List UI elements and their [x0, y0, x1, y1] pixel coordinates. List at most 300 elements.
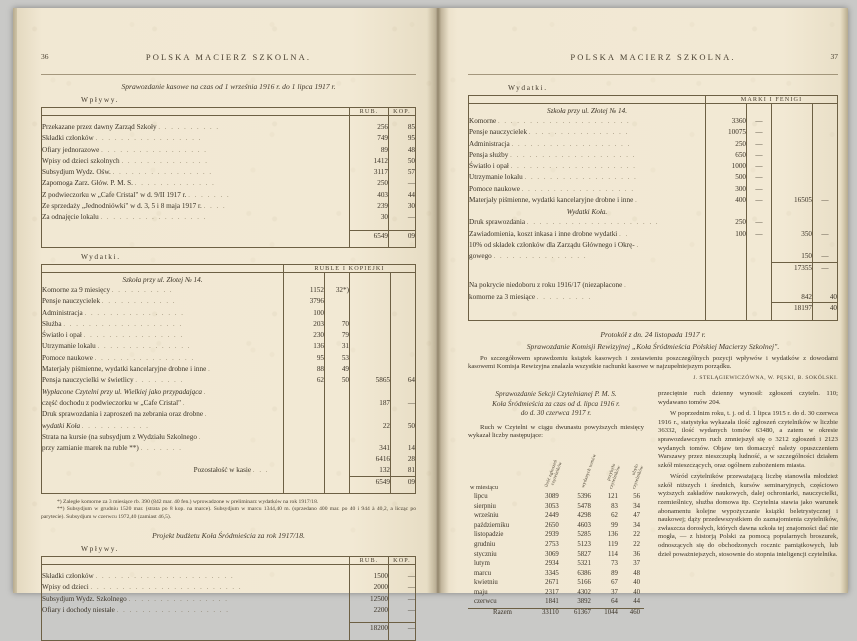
narrative-text: [658, 390, 838, 559]
expense-total-d: 09: [391, 476, 416, 487]
page-36: [41, 8, 416, 641]
book-right-edge: [840, 8, 848, 593]
row-d: [813, 150, 838, 161]
table-row: [42, 353, 416, 364]
stats-total-v4: 460: [622, 608, 644, 618]
stats-v4: 37: [633, 560, 640, 568]
stats-v3: 99: [611, 521, 618, 529]
stats-v2: 4298: [577, 512, 591, 520]
header-rule-left: [41, 74, 416, 75]
table-row: [468, 512, 644, 522]
row-label: Druk sprawozdania i zaproszeń na zebrania oraz drobne: [42, 410, 204, 419]
row-c: [772, 161, 813, 172]
budget-income-table: [41, 556, 416, 640]
footnote-1: *) Zaległe komorne za 3 miesiące rb. 390 (842 mar. 40 fen.) wprowadzone w preliminarz wydatków na rok 1917/18.: [57, 498, 319, 505]
row-d: [391, 364, 416, 375]
row-a: 250: [706, 217, 747, 228]
budget-kop-header: KOP.: [389, 557, 416, 565]
row-label: 10% od składek członków dla Zarządu Głównego i Okrę-: [469, 240, 635, 249]
stats-month: marcu: [474, 569, 491, 577]
table-row: [469, 251, 838, 262]
row-a: 136: [284, 341, 325, 352]
stats-col3-header: przybyło czytelników: [605, 462, 622, 490]
row-c: [350, 330, 391, 341]
stats-v2: 4603: [577, 521, 591, 529]
stats-month: maju: [474, 588, 488, 596]
row-label: Za odnajęcie lokalu: [42, 213, 99, 222]
school-caption-left: Szkoła przy ul. Złotej № 14.: [122, 275, 203, 284]
row-d: [813, 127, 838, 138]
row-label: Subsydjum Wydz. Szkolnego: [42, 594, 127, 603]
row-b: 31: [325, 341, 350, 352]
stats-v1: 3089: [545, 493, 559, 501]
row-label: Światło i opał: [42, 331, 82, 340]
row-b: 70: [325, 319, 350, 330]
table-row: [42, 178, 416, 189]
leader-dots: . . . . . . . . . . . . . . . . . . . .: [510, 151, 636, 159]
monthly-statistics-table: [468, 446, 644, 618]
stats-v1: 3053: [545, 502, 559, 510]
row-label: Strata na kursie (na subsydjum z Wydziału Szkolnego: [42, 432, 197, 441]
row-a: 400: [706, 195, 747, 206]
row-c: 16505: [772, 195, 813, 206]
row-d: [391, 330, 416, 341]
row-kop: 95: [389, 133, 416, 144]
table-row: [42, 145, 416, 156]
table-row: [468, 502, 644, 512]
row-c: [350, 364, 391, 375]
expense-table-left: [41, 264, 416, 494]
row-a: 230: [284, 330, 325, 341]
expense-label-header-right: [469, 96, 706, 104]
row-rub: 12500: [350, 594, 389, 605]
stats-month-header: w miesiącu: [470, 483, 499, 491]
expense-table-header-right: [469, 96, 838, 104]
budget-rub-header: RUB.: [350, 557, 389, 565]
book-gutter: [427, 8, 449, 593]
stats-v4: 34: [633, 521, 640, 529]
stats-v1: 3345: [545, 569, 559, 577]
leader-dots: . . . . . . . . . . . . . . . . . . .: [511, 140, 631, 148]
stats-v4: 40: [633, 588, 640, 596]
narrative-para-1: przeciętnie ruch dzienny wynosił: zgłoszeń czyteln. 110; wydawano tomów 204.: [658, 389, 838, 406]
table-row: [468, 550, 644, 560]
reading-room-caption-1: Sprawozdanie Sekcji Czytelnianej P. M. S.: [495, 389, 617, 398]
row-c: [350, 285, 391, 296]
income-spacer-row-3: [42, 241, 416, 248]
row-c: [350, 353, 391, 364]
income-total-row: [42, 230, 416, 241]
row-b: —: [747, 139, 772, 150]
leader-dots: . . . . . . . . . . .: [81, 422, 150, 430]
leader-dots: . . . . . . . . . . . . . . . . . . . .: [510, 163, 637, 171]
leader-dots: . . . . . . . . . . . . . . . . . . .: [63, 320, 183, 328]
leader-dots: . . . . . . . . . . . . . . .: [493, 253, 588, 261]
stats-month: grudniu: [474, 540, 496, 548]
stats-total-v3: 1044: [595, 608, 622, 618]
row-label-cont: wydatki Koła: [42, 421, 81, 430]
row-d: —: [813, 251, 838, 262]
stats-month: sierpniu: [474, 502, 496, 510]
expense-table-header-left: [42, 264, 416, 272]
income-table-header: [42, 108, 416, 116]
income-total-kop: 09: [389, 230, 416, 241]
table-row: [469, 116, 838, 127]
row-kop: —: [389, 178, 416, 189]
table-row: [469, 161, 838, 172]
row-d: 64: [391, 375, 416, 386]
expense-school-caption-row-right: [469, 104, 838, 117]
row-b: —: [747, 229, 772, 240]
row-label: Światło i opał: [469, 162, 509, 171]
row-label-cont: gowego: [469, 252, 492, 261]
cash-balance-label: Pozostałość w kasie: [193, 465, 252, 474]
row-a: 62: [284, 375, 325, 386]
row-b: 79: [325, 330, 350, 341]
row-label: Wpisy od dzieci szkolnych: [42, 156, 120, 165]
leader-dots: . . . . . . . . . . . .: [101, 298, 177, 306]
running-head-right: [468, 52, 838, 72]
row-b: —: [747, 184, 772, 195]
leader-dots: . . . . . . . . . . . . . . . .: [83, 332, 184, 340]
expense-label-header: [42, 264, 284, 272]
stats-v4: 36: [633, 550, 640, 558]
leader-dots: .: [635, 197, 639, 205]
table-row: [468, 588, 644, 598]
reading-room-caption-3: do d. 30 czerwca 1917 r.: [520, 409, 592, 418]
row-a: 100: [706, 229, 747, 240]
row-b: 50: [325, 375, 350, 386]
table-row: [468, 569, 644, 579]
table-row: [468, 579, 644, 589]
row-c: [350, 308, 391, 319]
stats-total-row: [468, 608, 644, 618]
row-kop: —: [389, 594, 416, 605]
stats-v4: 22: [633, 540, 640, 548]
footnotes-left: [41, 499, 416, 521]
table-row: [42, 582, 416, 593]
row-label: Administracja: [42, 308, 83, 317]
row-c: 5865: [350, 375, 391, 386]
stats-v3: 114: [607, 550, 618, 558]
table-row: [42, 409, 416, 420]
leader-dots: . . . .: [203, 203, 227, 211]
row-a: 10075: [706, 127, 747, 138]
row-a: 3360: [706, 116, 747, 127]
expense-subtotal-c: 6416: [350, 454, 391, 464]
table-row: [469, 139, 838, 150]
expense-subtotal-c-right: 17355: [772, 263, 813, 274]
row-a: 300: [706, 184, 747, 195]
table-row: [469, 195, 838, 206]
table-row: [42, 605, 416, 616]
stats-v1: 2449: [545, 512, 559, 520]
row-a: 500: [706, 172, 747, 183]
row-label: Materjały piśmienne, wydatki kancelaryjne drobne i inne: [469, 196, 634, 205]
reading-room-caption-2: Koła Śródmieścia za czas od d. lipca 1916 r.: [492, 399, 620, 408]
stats-total-v1: 33110: [531, 608, 563, 618]
row-label: Druk sprawozdania: [469, 218, 526, 227]
table-row: [469, 150, 838, 161]
budget-caption: Projekt budżetu Koła Śródmieścia za rok 1917/18.: [152, 531, 305, 541]
stats-v2: 5396: [577, 493, 591, 501]
expense-spacer-row-left: [42, 487, 416, 494]
stats-month: wrześniu: [474, 512, 499, 520]
row-b: [325, 308, 350, 319]
row-label: Administracja: [469, 139, 510, 148]
leader-dots: . . . . . . . . . . . . . . . .: [112, 169, 213, 177]
row-c: [772, 139, 813, 150]
leader-dots: . . . . . . . . . . . . . . . . . . . . .: [526, 219, 660, 227]
budget-total-kop: —: [389, 623, 416, 634]
table-row: [42, 133, 416, 144]
row-label: Pensja nauczycielki w świetlicy: [42, 376, 134, 385]
footnote-2: **) Subsydjum w grudniu 1520 mar. (strata po 8 kop. na marce). Subsydjum w marcu 1344,40 m. (sprzedano 400 mar. po 40 i 944 à 40,2, a licząc po parytecie). Subsydjum w czerwcu 1972,40 (zamiast 46,5).: [41, 506, 416, 520]
row-kop: 50: [389, 156, 416, 167]
row-kop: —: [389, 571, 416, 582]
stats-v2: 5166: [577, 579, 591, 587]
row-b: 49: [325, 364, 350, 375]
row-kop: —: [389, 212, 416, 223]
row-b: —: [747, 116, 772, 127]
table-row: [42, 421, 416, 432]
leader-dots: .: [636, 241, 640, 249]
row-a: 1000: [706, 161, 747, 172]
row-b: —: [747, 161, 772, 172]
row-d: 50: [391, 421, 416, 432]
deficit-d: 40: [813, 292, 838, 303]
row-rub: 89: [350, 145, 389, 156]
budget-total-row: [42, 623, 416, 634]
row-a: 3796: [284, 296, 325, 307]
row-rub: 239: [350, 201, 389, 212]
school-caption-right: Szkoła przy ul. Złotej № 14.: [546, 107, 628, 115]
row-rub: 2200: [350, 605, 389, 616]
stats-v2: 3892: [577, 598, 591, 606]
row-rub: 2000: [350, 582, 389, 593]
leader-dots: . . . . . . . . . . . . . .: [121, 157, 209, 165]
leader-dots: .: [204, 411, 209, 419]
table-row: [468, 493, 644, 503]
row-d: [391, 319, 416, 330]
expense-heading-left: Wydatki.: [81, 251, 121, 261]
row-a: 203: [284, 319, 325, 330]
row-label: Pensja służby: [469, 150, 509, 159]
table-row: [42, 308, 416, 319]
leader-dots: .: [624, 282, 628, 290]
expense-total-c-right: 18197: [772, 303, 813, 314]
two-column-section: [468, 390, 838, 618]
leader-dots: . . . . . . . .: [135, 377, 184, 385]
leader-dots: . . . . . . . . . . . . . . . .: [84, 309, 185, 317]
income-label-header: [42, 108, 350, 116]
row-rub: 1500: [350, 571, 389, 582]
table-row: [469, 273, 838, 291]
stats-v1: 2650: [545, 521, 559, 529]
stats-v4: 48: [633, 569, 640, 577]
stats-month: styczniu: [474, 550, 497, 558]
table-row: [469, 240, 838, 251]
row-a: 95: [284, 353, 325, 364]
table-row: [42, 167, 416, 178]
row-d: [391, 296, 416, 307]
row-label: Komorne za 9 miesięcy: [42, 285, 111, 294]
row-b: [325, 296, 350, 307]
row-d: [391, 285, 416, 296]
stats-v3: 83: [611, 502, 618, 510]
table-row: [42, 201, 416, 212]
leader-dots: . . . . . . . . .: [536, 293, 592, 301]
row-label: Składki członków: [42, 572, 94, 581]
stats-v2: 4302: [577, 588, 591, 596]
leader-dots: . . . . . . . . . .: [111, 286, 174, 294]
stats-v3: 119: [607, 540, 618, 548]
reading-room-intro: Ruch w Czytelni w ciągu dwunastu powyższych miesięcy wykazał liczby następujące:: [468, 423, 644, 440]
row-a: 1152: [284, 285, 325, 296]
row-kop: 48: [389, 145, 416, 156]
table-row: [469, 217, 838, 228]
stats-col1-header: ilość zgłoszeń czytelników: [543, 458, 564, 488]
expense-spacer-row-right: [469, 314, 838, 321]
leader-dots: . . . . . . . . . . . . . . . . . .: [524, 174, 638, 182]
income-table: [41, 107, 416, 248]
book-block: [13, 8, 848, 633]
row-label: Wpisy od dzieci: [42, 583, 89, 592]
row-c: [772, 172, 813, 183]
leader-dots: . .: [619, 230, 629, 238]
running-title-left: POLSKA MACIERZ SZKOLNA.: [145, 52, 312, 62]
table-row: [42, 571, 416, 582]
cash-balance-c: 132: [350, 465, 391, 476]
stats-v4: 22: [633, 531, 640, 539]
narrative-para-2: W poprzednim roku, t. j. od d. 1 lipca 1915 r. do d. 30 czerwca 1916 r., statystyka wykazała ilość zgłoszeń czytelników w liczbie 36332, ilość wydanych tomów 63480, a zatem w okresie sprawozdawczym ruch zmniejszył się o 3212 zgłoszeń i 2123 wydanych tomów. Objaw ten tłomaczyć należy opuszczeniem Warszawy przez nieszczupłą ludność, a w szczególności działem szkół mieszczących, oraz ogólnem zubożeniem miasta.: [658, 410, 838, 469]
income-total-rub: 6549: [350, 230, 389, 241]
folio-number-right: 37: [830, 52, 838, 61]
row-c: [350, 296, 391, 307]
table-row: [42, 319, 416, 330]
expense-total-row-right: [469, 303, 838, 314]
row-label: Ofiary jednorazowe: [42, 145, 100, 154]
table-row: [42, 387, 416, 398]
row-label: Pensje nauczycielek: [469, 128, 528, 137]
stats-month: czerwcu: [474, 598, 497, 606]
leader-dots: . . . . . . . . . . . . . . . . . . . . .: [497, 118, 631, 125]
leader-dots: . . . . . . . . . . . . . . . .: [528, 129, 629, 137]
stats-v1: 2934: [545, 560, 559, 568]
expense-total-row-left: [42, 476, 416, 487]
row-d: [813, 172, 838, 183]
row-b: —: [747, 172, 772, 183]
row-label: Składki członków: [42, 134, 94, 143]
budget-spacer-row-3: [42, 634, 416, 641]
stats-col4-header: ubyło czytelników: [630, 462, 644, 490]
row-rub: 1412: [350, 156, 389, 167]
leader-dots: . . . . . . . . . . . . . . . . . .: [521, 185, 635, 193]
leader-dots: .: [203, 388, 208, 396]
row-label: Przekazane przez dawny Zarząd Szkoły: [42, 123, 157, 131]
narrative-column: [658, 390, 838, 618]
stats-v1: 3069: [545, 550, 559, 558]
row-c: 150: [772, 251, 813, 262]
row-b: —: [747, 150, 772, 161]
row-label: Materjały piśmienne, wydatki kancelaryjne drobne i inne: [42, 365, 207, 374]
row-c: 341: [350, 443, 391, 454]
row-label-cont: część dochodu z podwieczorku w „Cafe Cristal": [42, 398, 182, 407]
folio-number-left: 36: [41, 52, 49, 61]
income-heading: Wpływy.: [81, 95, 120, 104]
leader-dots: . . . . . . . . . . . . . . . . .: [95, 135, 202, 143]
protocol-body: Po szczegółowem sprawdzeniu książek kasowych i zestawieniu poszczególnych pozycji wpływów i wydatków z dowodami kasowemi Komisja Rewizyjna znalazła wszystkie rachunki kasowe w najzupełniejszym porządku.: [468, 354, 838, 371]
budget-income-heading: Wpływy.: [81, 544, 120, 554]
row-b: 32*): [325, 285, 350, 296]
row-d: —: [813, 195, 838, 206]
table-row: [42, 285, 416, 296]
row-label: Komorne: [469, 117, 497, 125]
expense-total-c: 6549: [350, 476, 391, 487]
stats-v4: 56: [633, 493, 640, 501]
cash-balance-d: 81: [391, 465, 416, 476]
row-c: 350: [772, 229, 813, 240]
row-d: [391, 341, 416, 352]
expense-school-caption-row: [42, 272, 416, 285]
row-c: [350, 341, 391, 352]
row-b: 53: [325, 353, 350, 364]
budget-total-rub: 18200: [350, 623, 389, 634]
table-row: [42, 443, 416, 454]
row-a: 650: [706, 150, 747, 161]
budget-table-header: [42, 557, 416, 565]
row-d: [813, 184, 838, 195]
stats-v4: 40: [633, 579, 640, 587]
row-label: Pomoce naukowe: [469, 184, 520, 193]
row-kop: 44: [389, 190, 416, 201]
expense-total-d-right: 40: [813, 303, 838, 314]
stats-v4: 34: [633, 502, 640, 510]
row-c: [772, 127, 813, 138]
stats-month: kwietniu: [474, 579, 498, 587]
row-a: 88: [284, 364, 325, 375]
row-label: Na pokrycie niedoboru z roku 1916/17 (niezapłacone: [469, 281, 623, 290]
table-row: [468, 521, 644, 531]
row-rub: 403: [350, 190, 389, 201]
row-rub: 749: [350, 133, 389, 144]
expense-subtotal-row-left: [42, 454, 416, 464]
stats-v4: 44: [633, 598, 640, 606]
row-c: 187: [350, 398, 391, 409]
stats-v2: 5321: [577, 560, 591, 568]
row-c: [772, 116, 813, 127]
row-kop: 85: [389, 122, 416, 133]
row-label: Zawiadomienia, koszt inkasa i inne drobne wydatki: [469, 229, 618, 238]
stats-v1: 2317: [545, 588, 559, 596]
stats-total-label: Razem: [468, 608, 531, 618]
budget-label-header: [42, 557, 350, 565]
table-row: [468, 531, 644, 541]
row-label: Pensje nauczycielek: [42, 297, 101, 306]
row-label-cont: komorne za 3 miesiące: [469, 292, 536, 301]
row-label: Służba: [42, 319, 62, 328]
row-d: 14: [391, 443, 416, 454]
row-label: Subsydjum Wydz. Ośw.: [42, 168, 111, 177]
row-a: 250: [706, 139, 747, 150]
row-kop: —: [389, 605, 416, 616]
stats-v1: 2671: [545, 579, 559, 587]
row-label: Utrzymanie lokalu: [469, 173, 523, 182]
row-rub: 3117: [350, 167, 389, 178]
stats-v2: 5123: [577, 540, 591, 548]
stats-v3: 37: [611, 588, 618, 596]
leader-dots: . . . . . . . . . . . . . . . .: [128, 595, 229, 603]
